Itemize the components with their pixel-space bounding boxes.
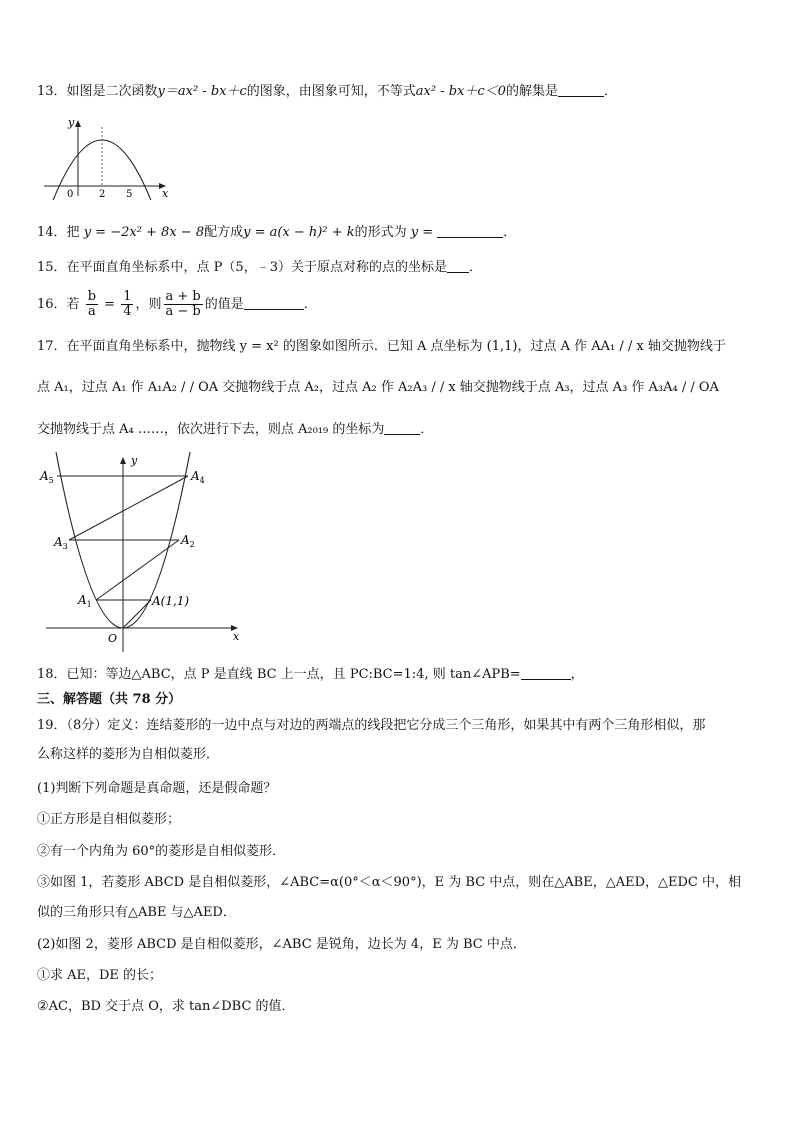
q13-mid: 的图象，由图象可知，不等式 — [246, 84, 416, 99]
q13-parabola-figure — [38, 114, 176, 200]
question-19-line-2: 么称这样的菱形为自相似菱形． — [37, 747, 220, 762]
q16-f1-denominator: a — [87, 304, 96, 319]
q13-y-label: y — [68, 116, 75, 129]
q16-mid: ，则 — [135, 297, 162, 312]
q16-tail: 的值是 — [204, 297, 244, 312]
q17-answer-blank — [384, 420, 420, 435]
question-17-line-2: 点 A₁，过点 A₁ 作 A₁A₂ / / OA 交抛物线于点 A₂，过点 A₂ 作 A₂A₃ / / x 轴交抛物线于点 A₃，过点 A₃ 作 A₃A₄ / / OA — [37, 380, 719, 395]
q16-f1-numerator: b — [87, 289, 97, 304]
q16-fraction-b-over-a — [86, 290, 98, 319]
q17-y-arrow — [120, 457, 126, 464]
question-19-line-6: ③如图 1，若菱形 ABCD 是自相似菱形，∠ABC=α(0°＜α＜90°)，E 为 BC 中点，则在△ABE，△AED，△EDC 中，相 — [37, 875, 741, 890]
q16-f3-numerator: a + b — [165, 289, 201, 304]
q16-fraction-target — [164, 290, 203, 319]
q17-segment-A3-A4 — [69, 476, 188, 540]
q14-tail: 的形式为 — [354, 225, 407, 240]
q14-y-equals: y = — [410, 225, 434, 240]
question-19-line-9: ①求 AE，DE 的长； — [37, 968, 163, 983]
question-19-line-8: (2)如图 2，菱形 ABCD 是自相似菱形，∠ABC 是锐角，边长为 4，E 为 BC 中点． — [37, 937, 526, 952]
q13-x-label: x — [162, 187, 169, 200]
q18-answer-blank — [521, 665, 571, 680]
q13-end: ． — [603, 84, 617, 99]
q17-label-A1: $A_1$ — [78, 593, 92, 609]
question-19-line-5: ②有一个内角为 60°的菱形是自相似菱形． — [37, 844, 286, 859]
q17-x-label: x — [233, 630, 240, 643]
question-19-line-1: 19．（8分）定义：连结菱形的一边中点与对边的两端点的线段把它分成三个三角形，如果其中有两个三角形相似，那 — [37, 718, 706, 733]
q13-tail: 的解集是 — [505, 84, 558, 99]
question-14 — [37, 223, 516, 243]
q17-parabola-figure — [38, 450, 250, 656]
q13-function: y＝ax² - bx＋c — [157, 84, 247, 99]
q13-y-arrow — [75, 120, 81, 127]
q17-segment-O-A — [123, 600, 151, 628]
q17-label-A2: $A_2$ — [181, 533, 195, 549]
q16-f3-denominator: a − b — [165, 304, 201, 319]
q15-answer-blank — [447, 258, 469, 273]
q16-equals: = — [104, 297, 116, 312]
q17-origin-label: O — [108, 632, 118, 645]
q17-end: ． — [420, 422, 434, 437]
q13-origin-label: 0 — [67, 189, 74, 200]
section-heading: 三、解答题（共 78 分） — [37, 692, 182, 707]
q16-answer-blank — [244, 295, 304, 310]
q13-inequality: ax² - bx＋c＜0 — [415, 84, 506, 99]
q16-lead: 16．若 — [37, 297, 80, 312]
q15-end: ． — [468, 260, 482, 275]
q16-f2-denominator: 4 — [123, 304, 132, 319]
q13-lead: 13．如图是二次函数 — [37, 84, 158, 99]
q13-answer-blank — [558, 82, 604, 97]
q14-mid: 配方成 — [204, 225, 244, 240]
question-16 — [37, 289, 317, 321]
q14-end: ． — [503, 225, 517, 240]
question-17-line-3 — [37, 420, 433, 440]
q15-text: 15．在平面直角坐标系中，点 P（5，﹣3）关于原点对称的点的坐标是 — [37, 260, 447, 275]
q14-form: y = a(x − h)² + k — [243, 225, 355, 240]
q18-text: 18．已知：等边△ABC，点 P 是直线 BC 上一点，且 PC:BC=1:4, 则 tan∠APB= — [37, 667, 521, 682]
q17-label-A: A(1,1) — [152, 594, 190, 608]
q17-segment-A1-A2 — [96, 540, 179, 600]
question-13 — [37, 82, 617, 102]
question-19-line-10: ②AC，BD 交于点 O，求 tan∠DBC 的值． — [37, 999, 295, 1014]
q14-lead: 14．把 — [37, 225, 80, 240]
question-19-line-3: (1)判断下列命题是真命题，还是假命题？ — [37, 781, 277, 796]
question-17-line-1: 17．在平面直角坐标系中，抛物线 y = x² 的图象如图所示．已知 A 点坐标为 (1,1)，过点 A 作 AA₁ / / x 轴交抛物线于 — [37, 339, 726, 354]
q17-line3-text: 交抛物线于点 A₄ ……，依次进行下去，则点 A₂₀₁₉ 的坐标为 — [37, 422, 385, 437]
q17-label-A5: $A_5$ — [40, 469, 54, 485]
q17-label-A4: $A_4$ — [191, 469, 205, 485]
q16-f2-numerator: 1 — [123, 289, 132, 304]
question-15 — [37, 258, 482, 278]
q13-tick-2: 2 — [99, 189, 106, 200]
q18-end: ， — [570, 667, 584, 682]
q13-tick-5: 5 — [126, 189, 133, 200]
q16-end: ． — [303, 297, 317, 312]
question-19-line-7: 似的三角形只有△ABE 与△AED． — [37, 905, 236, 920]
question-18 — [37, 665, 584, 685]
q16-fraction-one-quarter — [121, 290, 133, 319]
question-19-line-4: ①正方形是自相似菱形； — [37, 812, 181, 827]
q14-expression: y = −2x² + 8x − 8 — [83, 225, 205, 240]
q17-label-A3: $A_3$ — [54, 535, 68, 551]
q14-answer-blank — [437, 223, 503, 238]
q17-y-label: y — [131, 454, 138, 467]
